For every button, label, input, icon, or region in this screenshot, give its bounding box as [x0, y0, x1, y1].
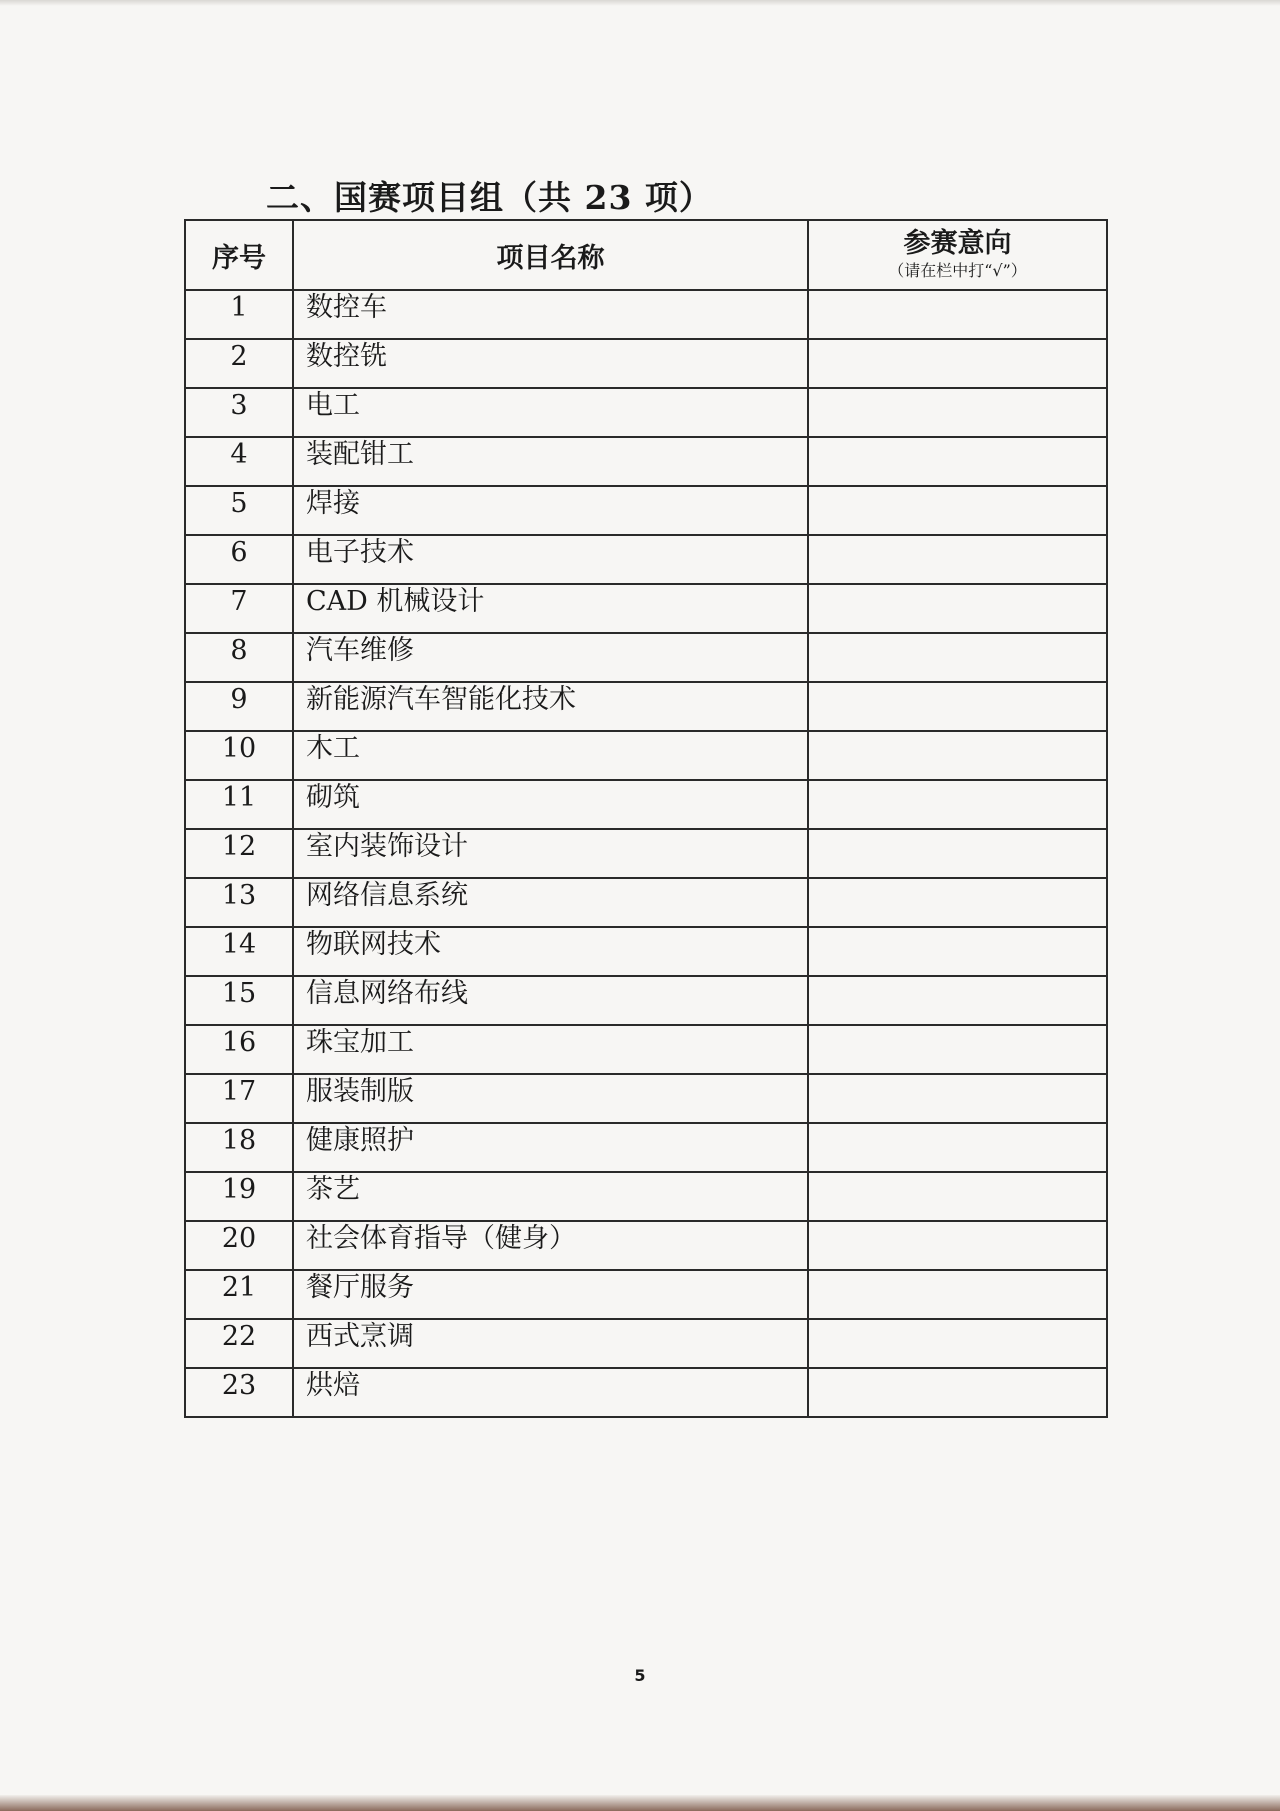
row-number: 16: [185, 1025, 293, 1074]
table-row: [185, 1221, 1107, 1270]
table-row: [185, 829, 1107, 878]
row-number: 7: [185, 584, 293, 633]
row-number: 12: [185, 829, 293, 878]
row-project-name: 烘焙: [293, 1368, 808, 1417]
row-intent-checkbox-cell[interactable]: [808, 1172, 1107, 1221]
row-number: 4: [185, 437, 293, 486]
row-project-name: 服装制版: [293, 1074, 808, 1123]
row-intent-checkbox-cell[interactable]: [808, 339, 1107, 388]
row-project-name: 健康照护: [293, 1123, 808, 1172]
row-project-name: 数控铣: [293, 339, 808, 388]
row-project-name: 珠宝加工: [293, 1025, 808, 1074]
row-number: 13: [185, 878, 293, 927]
header-intent: [808, 220, 1107, 290]
row-project-name: 电工: [293, 388, 808, 437]
row-intent-checkbox-cell[interactable]: [808, 682, 1107, 731]
table-row: [185, 1172, 1107, 1221]
row-intent-checkbox-cell[interactable]: [808, 1270, 1107, 1319]
row-intent-checkbox-cell[interactable]: [808, 1025, 1107, 1074]
row-intent-checkbox-cell[interactable]: [808, 780, 1107, 829]
row-intent-checkbox-cell[interactable]: [808, 927, 1107, 976]
row-intent-checkbox-cell[interactable]: [808, 1368, 1107, 1417]
table-row: [185, 290, 1107, 339]
scan-top-edge: [0, 0, 1280, 6]
table-row: [185, 388, 1107, 437]
row-number: 17: [185, 1074, 293, 1123]
table-header-row: [185, 220, 1107, 290]
table-row: [185, 633, 1107, 682]
row-intent-checkbox-cell[interactable]: [808, 1319, 1107, 1368]
table-row: [185, 878, 1107, 927]
row-project-name: 餐厅服务: [293, 1270, 808, 1319]
table-row: [185, 1123, 1107, 1172]
table-row: [185, 339, 1107, 388]
header-name: 项目名称: [293, 220, 808, 290]
header-number: 序号: [185, 220, 293, 290]
row-intent-checkbox-cell[interactable]: [808, 633, 1107, 682]
row-project-name: CAD 机械设计: [293, 584, 808, 633]
row-intent-checkbox-cell[interactable]: [808, 731, 1107, 780]
table-row: [185, 1319, 1107, 1368]
row-intent-checkbox-cell[interactable]: [808, 1123, 1107, 1172]
scan-bottom-edge: [0, 1795, 1280, 1811]
row-intent-checkbox-cell[interactable]: [808, 535, 1107, 584]
row-project-name: 西式烹调: [293, 1319, 808, 1368]
row-number: 1: [185, 290, 293, 339]
row-number: 18: [185, 1123, 293, 1172]
row-intent-checkbox-cell[interactable]: [808, 1221, 1107, 1270]
row-project-name: 室内装饰设计: [293, 829, 808, 878]
row-project-name: 社会体育指导（健身）: [293, 1221, 808, 1270]
table-row: [185, 486, 1107, 535]
table-row: [185, 584, 1107, 633]
row-intent-checkbox-cell[interactable]: [808, 290, 1107, 339]
table-row: [185, 780, 1107, 829]
table-row: [185, 1074, 1107, 1123]
table-row: [185, 682, 1107, 731]
row-intent-checkbox-cell[interactable]: [808, 829, 1107, 878]
table-row: [185, 437, 1107, 486]
row-project-name: 焊接: [293, 486, 808, 535]
row-intent-checkbox-cell[interactable]: [808, 976, 1107, 1025]
row-number: 19: [185, 1172, 293, 1221]
row-number: 2: [185, 339, 293, 388]
row-number: 11: [185, 780, 293, 829]
row-number: 8: [185, 633, 293, 682]
row-project-name: 汽车维修: [293, 633, 808, 682]
row-number: 9: [185, 682, 293, 731]
row-project-name: 茶艺: [293, 1172, 808, 1221]
table-row: [185, 1025, 1107, 1074]
row-number: 15: [185, 976, 293, 1025]
table-row: [185, 976, 1107, 1025]
row-project-name: 木工: [293, 731, 808, 780]
row-intent-checkbox-cell[interactable]: [808, 437, 1107, 486]
row-number: 5: [185, 486, 293, 535]
row-number: 3: [185, 388, 293, 437]
table-row: [185, 1368, 1107, 1417]
row-project-name: 信息网络布线: [293, 976, 808, 1025]
row-number: 23: [185, 1368, 293, 1417]
row-intent-checkbox-cell[interactable]: [808, 584, 1107, 633]
table-row: [185, 1270, 1107, 1319]
row-number: 6: [185, 535, 293, 584]
row-number: 20: [185, 1221, 293, 1270]
row-project-name: 数控车: [293, 290, 808, 339]
row-intent-checkbox-cell[interactable]: [808, 1074, 1107, 1123]
page-number: 5: [634, 1666, 646, 1685]
projects-table: [184, 219, 1108, 1418]
row-project-name: 新能源汽车智能化技术: [293, 682, 808, 731]
header-intent-label: 参赛意向: [903, 228, 1012, 259]
section-title: 二、国赛项目组（共 23 项）: [266, 178, 713, 217]
header-intent-note: （请在栏中打“√”）: [888, 261, 1027, 280]
row-project-name: 砌筑: [293, 780, 808, 829]
row-number: 21: [185, 1270, 293, 1319]
row-number: 14: [185, 927, 293, 976]
row-intent-checkbox-cell[interactable]: [808, 388, 1107, 437]
row-intent-checkbox-cell[interactable]: [808, 486, 1107, 535]
table-body: [185, 290, 1107, 1417]
table-row: [185, 731, 1107, 780]
row-intent-checkbox-cell[interactable]: [808, 878, 1107, 927]
row-project-name: 电子技术: [293, 535, 808, 584]
row-project-name: 装配钳工: [293, 437, 808, 486]
row-project-name: 网络信息系统: [293, 878, 808, 927]
row-project-name: 物联网技术: [293, 927, 808, 976]
row-number: 10: [185, 731, 293, 780]
row-number: 22: [185, 1319, 293, 1368]
table-row: [185, 535, 1107, 584]
table-row: [185, 927, 1107, 976]
